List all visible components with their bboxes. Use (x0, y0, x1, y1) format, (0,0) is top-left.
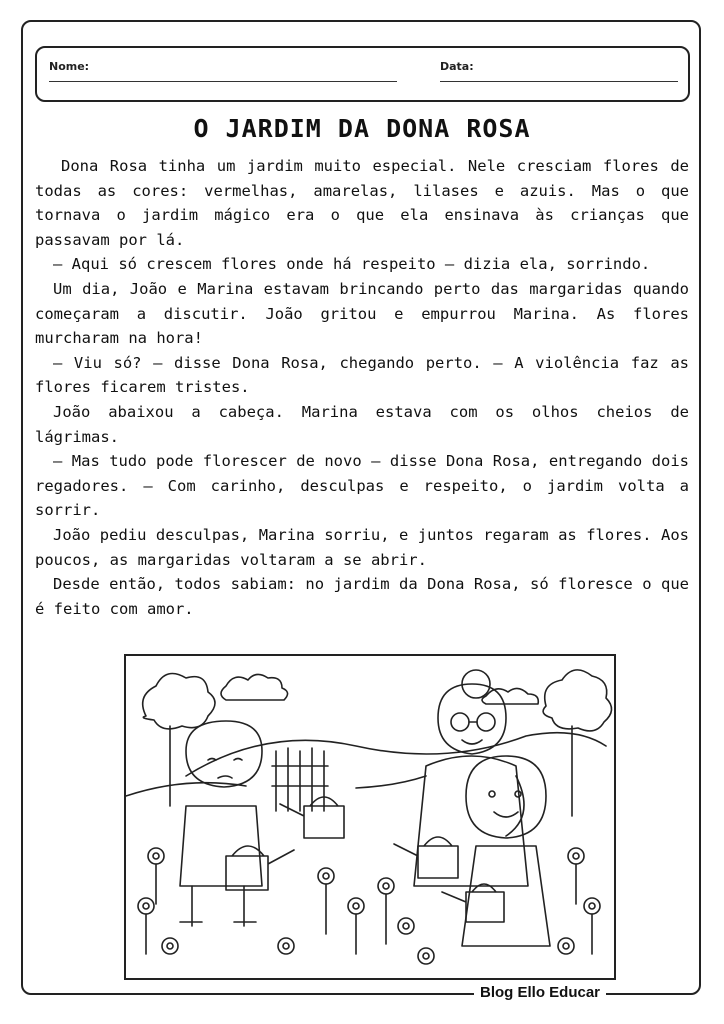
watering-can-icon (280, 797, 344, 838)
girl-figure (462, 756, 550, 946)
paragraph: João abaixou a cabeça. Marina estava com os olhos cheios de lágrimas. (35, 402, 689, 446)
name-label: Nome: (49, 60, 90, 73)
tree-icon (143, 674, 215, 807)
name-field-line[interactable] (49, 81, 397, 82)
paragraph: — Aqui só crescem flores onde há respeito — dizia ela, sorrindo. (53, 255, 651, 274)
boy-figure (180, 721, 262, 926)
page-title: O JARDIM DA DONA ROSA (193, 114, 531, 143)
paragraph: Dona Rosa tinha um jardim muito especial. Nele cresciam flores de todas as cores: vermelhas, amarelas, lilases e azuis. Mas o que tornava o jardim mágico era o que ela ensinava às crianças que passavam por lá. (35, 157, 689, 249)
date-label: Data: (440, 60, 474, 73)
paragraph: Desde então, todos sabiam: no jardim da Dona Rosa, só floresce o que é feito com amor. (35, 575, 689, 618)
date-field-line[interactable] (440, 81, 678, 82)
cloud-icon (221, 674, 288, 700)
garden-illustration (124, 654, 616, 980)
watering-can-icon (442, 884, 504, 922)
watering-can-icon (394, 837, 458, 878)
grandmother-figure (356, 670, 528, 886)
paragraph: Um dia, João e Marina estavam brincando perto das margaridas quando começaram a discutir. João gritou e empurrou Marina. As flores murcharam na hora! (35, 279, 689, 348)
footer-brand: Blog Ello Educar (474, 984, 606, 1001)
paragraph: — Viu só? — disse Dona Rosa, chegando perto. — A violência faz as flores ficarem tristes. (35, 353, 689, 397)
paragraph: — Mas tudo pode florescer de novo — disse Dona Rosa, entregando dois regadores. — Com carinho, desculpas e respeito, o jardim volta a sorrir. (35, 452, 689, 520)
student-info-box (35, 46, 690, 102)
paragraph: João pediu desculpas, Marina sorriu, e juntos regaram as flores. Aos poucos, as margaridas voltaram a se abrir. (35, 525, 689, 569)
story-text (35, 154, 689, 621)
cloud-icon (482, 688, 538, 704)
fence (272, 748, 328, 811)
